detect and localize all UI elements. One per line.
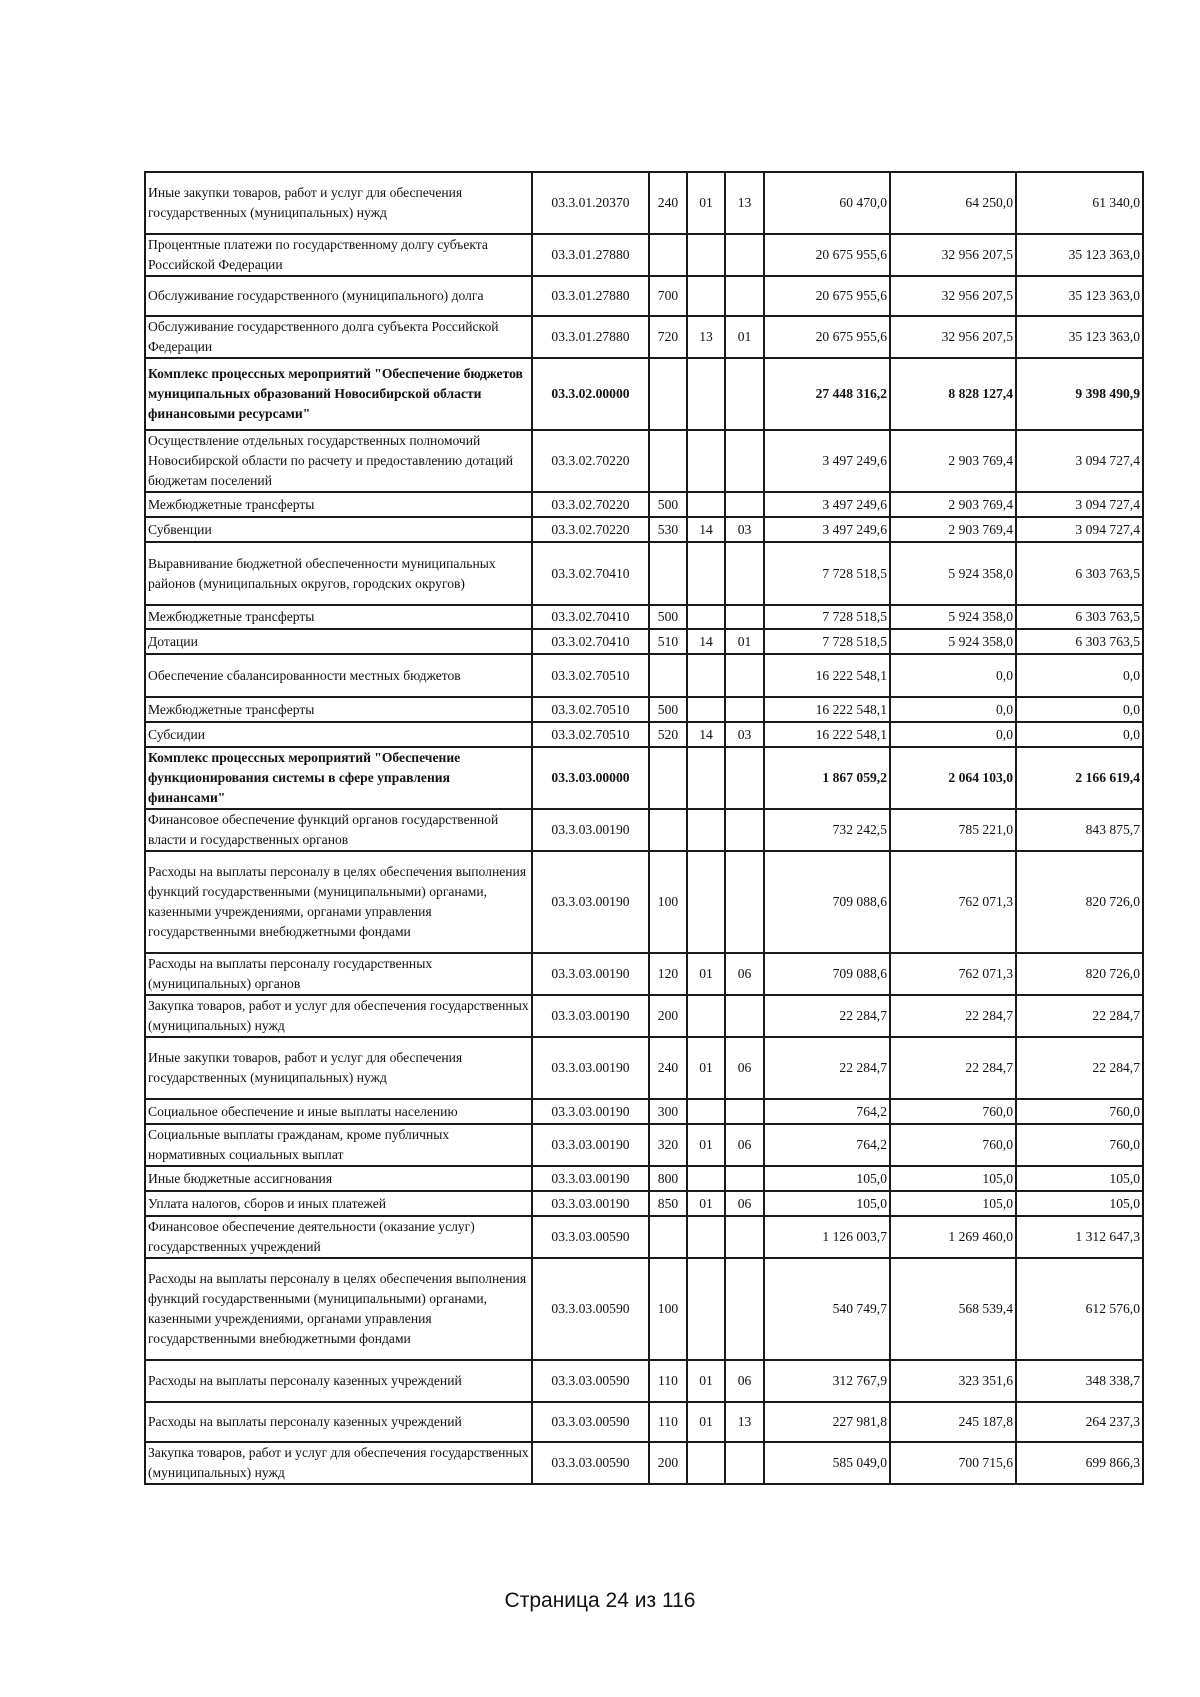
row-rz-cell: 14 — [687, 517, 725, 542]
row-rz-cell — [687, 851, 725, 953]
row-amount-2-cell: 2 064 103,0 — [890, 747, 1016, 809]
row-amount-2-cell: 5 924 358,0 — [890, 629, 1016, 654]
row-vr-cell: 500 — [649, 605, 687, 629]
row-amount-3-cell: 6 303 763,5 — [1016, 629, 1143, 654]
row-rz-cell — [687, 358, 725, 430]
row-amount-3-cell: 1 312 647,3 — [1016, 1216, 1143, 1258]
row-pr-cell — [725, 492, 764, 517]
row-amount-2-cell: 105,0 — [890, 1191, 1016, 1216]
row-amount-3-cell: 0,0 — [1016, 654, 1143, 697]
row-code-cell: 03.3.02.70410 — [532, 605, 649, 629]
row-code-cell: 03.3.01.20370 — [532, 172, 649, 234]
row-name-cell: Социальное обеспечение и иные выплаты населению — [145, 1099, 532, 1124]
row-code-cell: 03.3.02.70220 — [532, 430, 649, 492]
row-amount-3-cell: 3 094 727,4 — [1016, 430, 1143, 492]
row-name-cell: Межбюджетные трансферты — [145, 697, 532, 722]
row-amount-3-cell: 820 726,0 — [1016, 851, 1143, 953]
row-amount-2-cell: 0,0 — [890, 697, 1016, 722]
budget-table-body — [145, 172, 1143, 1484]
row-rz-cell: 01 — [687, 1402, 725, 1442]
row-name-cell: Комплекс процессных мероприятий "Обеспечение бюджетов муниципальных образований Новосибирской области финансовыми ресурсами" — [145, 358, 532, 430]
row-amount-2-cell: 5 924 358,0 — [890, 605, 1016, 629]
row-vr-cell — [649, 234, 687, 276]
row-amount-3-cell: 3 094 727,4 — [1016, 517, 1143, 542]
row-vr-cell: 200 — [649, 1442, 687, 1484]
row-amount-1-cell: 3 497 249,6 — [764, 492, 890, 517]
row-pr-cell: 06 — [725, 953, 764, 995]
row-rz-cell — [687, 430, 725, 492]
row-amount-2-cell: 0,0 — [890, 654, 1016, 697]
row-vr-cell: 110 — [649, 1360, 687, 1402]
row-code-cell: 03.3.02.00000 — [532, 358, 649, 430]
row-pr-cell — [725, 1166, 764, 1191]
table-row — [145, 492, 1143, 517]
row-amount-2-cell: 1 269 460,0 — [890, 1216, 1016, 1258]
table-row — [145, 276, 1143, 316]
row-vr-cell: 110 — [649, 1402, 687, 1442]
row-amount-1-cell: 27 448 316,2 — [764, 358, 890, 430]
row-amount-3-cell: 0,0 — [1016, 722, 1143, 747]
row-amount-2-cell: 568 539,4 — [890, 1258, 1016, 1360]
row-vr-cell: 300 — [649, 1099, 687, 1124]
row-amount-2-cell: 323 351,6 — [890, 1360, 1016, 1402]
row-amount-1-cell: 16 222 548,1 — [764, 697, 890, 722]
row-amount-1-cell: 16 222 548,1 — [764, 722, 890, 747]
row-name-cell: Закупка товаров, работ и услуг для обеспечения государственных (муниципальных) нужд — [145, 995, 532, 1037]
row-name-cell: Социальные выплаты гражданам, кроме публичных нормативных социальных выплат — [145, 1124, 532, 1166]
page-number-footer: Страница 24 из 116 — [504, 1589, 696, 1612]
row-amount-3-cell: 35 123 363,0 — [1016, 276, 1143, 316]
row-pr-cell — [725, 542, 764, 605]
row-pr-cell: 01 — [725, 629, 764, 654]
row-amount-3-cell: 61 340,0 — [1016, 172, 1143, 234]
row-vr-cell: 720 — [649, 316, 687, 358]
table-row — [145, 1258, 1143, 1360]
row-amount-3-cell: 843 875,7 — [1016, 809, 1143, 851]
row-pr-cell: 13 — [725, 1402, 764, 1442]
row-amount-3-cell: 3 094 727,4 — [1016, 492, 1143, 517]
row-name-cell: Расходы на выплаты персоналу казенных учреждений — [145, 1402, 532, 1442]
row-pr-cell — [725, 1099, 764, 1124]
row-amount-1-cell: 22 284,7 — [764, 995, 890, 1037]
row-vr-cell — [649, 1216, 687, 1258]
row-pr-cell — [725, 430, 764, 492]
row-vr-cell — [649, 747, 687, 809]
row-pr-cell: 03 — [725, 722, 764, 747]
row-name-cell: Закупка товаров, работ и услуг для обеспечения государственных (муниципальных) нужд — [145, 1442, 532, 1484]
row-amount-1-cell: 540 749,7 — [764, 1258, 890, 1360]
row-amount-2-cell: 700 715,6 — [890, 1442, 1016, 1484]
row-amount-3-cell: 35 123 363,0 — [1016, 316, 1143, 358]
row-vr-cell: 520 — [649, 722, 687, 747]
row-code-cell: 03.3.03.00190 — [532, 953, 649, 995]
row-code-cell: 03.3.02.70220 — [532, 492, 649, 517]
row-pr-cell: 06 — [725, 1360, 764, 1402]
row-rz-cell — [687, 1258, 725, 1360]
row-amount-1-cell: 7 728 518,5 — [764, 605, 890, 629]
table-row — [145, 316, 1143, 358]
row-amount-2-cell: 2 903 769,4 — [890, 430, 1016, 492]
row-amount-1-cell: 732 242,5 — [764, 809, 890, 851]
row-pr-cell — [725, 1258, 764, 1360]
row-amount-3-cell: 0,0 — [1016, 697, 1143, 722]
row-amount-2-cell: 8 828 127,4 — [890, 358, 1016, 430]
row-amount-2-cell: 22 284,7 — [890, 1037, 1016, 1099]
row-amount-1-cell: 764,2 — [764, 1099, 890, 1124]
table-row — [145, 1360, 1143, 1402]
row-code-cell: 03.3.01.27880 — [532, 316, 649, 358]
row-amount-1-cell: 709 088,6 — [764, 953, 890, 995]
row-amount-3-cell: 35 123 363,0 — [1016, 234, 1143, 276]
row-amount-1-cell: 16 222 548,1 — [764, 654, 890, 697]
row-amount-2-cell: 32 956 207,5 — [890, 276, 1016, 316]
row-name-cell: Обеспечение сбалансированности местных бюджетов — [145, 654, 532, 697]
row-amount-2-cell: 245 187,8 — [890, 1402, 1016, 1442]
row-name-cell: Расходы на выплаты персоналу в целях обеспечения выполнения функций государственными (муниципальными) органами, казенными учреждениями, органами управления государственными внебюджетными фондами — [145, 1258, 532, 1360]
table-row — [145, 358, 1143, 430]
row-pr-cell: 06 — [725, 1124, 764, 1166]
row-amount-1-cell: 1 126 003,7 — [764, 1216, 890, 1258]
row-amount-1-cell: 585 049,0 — [764, 1442, 890, 1484]
table-row — [145, 995, 1143, 1037]
row-amount-2-cell: 2 903 769,4 — [890, 492, 1016, 517]
row-amount-2-cell: 2 903 769,4 — [890, 517, 1016, 542]
row-rz-cell — [687, 276, 725, 316]
row-amount-2-cell: 762 071,3 — [890, 953, 1016, 995]
row-amount-2-cell: 785 221,0 — [890, 809, 1016, 851]
row-name-cell: Иные бюджетные ассигнования — [145, 1166, 532, 1191]
row-pr-cell — [725, 234, 764, 276]
row-vr-cell: 100 — [649, 851, 687, 953]
row-vr-cell: 240 — [649, 1037, 687, 1099]
table-row — [145, 542, 1143, 605]
row-amount-2-cell: 32 956 207,5 — [890, 316, 1016, 358]
row-amount-1-cell: 7 728 518,5 — [764, 629, 890, 654]
row-name-cell: Финансовое обеспечение деятельности (оказание услуг) государственных учреждений — [145, 1216, 532, 1258]
row-amount-1-cell: 20 675 955,6 — [764, 276, 890, 316]
row-rz-cell: 01 — [687, 1191, 725, 1216]
row-code-cell: 03.3.03.00000 — [532, 747, 649, 809]
row-vr-cell — [649, 809, 687, 851]
row-amount-1-cell: 227 981,8 — [764, 1402, 890, 1442]
row-vr-cell — [649, 430, 687, 492]
row-vr-cell: 240 — [649, 172, 687, 234]
row-name-cell: Расходы на выплаты персоналу казенных учреждений — [145, 1360, 532, 1402]
row-code-cell: 03.3.03.00190 — [532, 1166, 649, 1191]
table-row — [145, 953, 1143, 995]
row-vr-cell: 850 — [649, 1191, 687, 1216]
table-row — [145, 172, 1143, 234]
row-name-cell: Дотации — [145, 629, 532, 654]
row-pr-cell: 03 — [725, 517, 764, 542]
row-amount-2-cell: 760,0 — [890, 1099, 1016, 1124]
row-pr-cell — [725, 747, 764, 809]
row-pr-cell — [725, 654, 764, 697]
row-rz-cell — [687, 542, 725, 605]
row-pr-cell: 13 — [725, 172, 764, 234]
row-code-cell: 03.3.02.70410 — [532, 542, 649, 605]
row-vr-cell: 700 — [649, 276, 687, 316]
row-amount-3-cell: 22 284,7 — [1016, 995, 1143, 1037]
row-rz-cell — [687, 1166, 725, 1191]
table-row — [145, 1124, 1143, 1166]
row-amount-2-cell: 5 924 358,0 — [890, 542, 1016, 605]
row-name-cell: Межбюджетные трансферты — [145, 605, 532, 629]
row-rz-cell: 14 — [687, 629, 725, 654]
row-amount-3-cell: 264 237,3 — [1016, 1402, 1143, 1442]
table-row — [145, 1037, 1143, 1099]
row-rz-cell: 14 — [687, 722, 725, 747]
row-rz-cell: 01 — [687, 172, 725, 234]
row-pr-cell: 06 — [725, 1037, 764, 1099]
row-code-cell: 03.3.03.00190 — [532, 1191, 649, 1216]
row-vr-cell: 500 — [649, 697, 687, 722]
row-vr-cell: 500 — [649, 492, 687, 517]
row-name-cell: Иные закупки товаров, работ и услуг для обеспечения государственных (муниципальных) нужд — [145, 172, 532, 234]
table-row — [145, 1442, 1143, 1484]
row-pr-cell — [725, 1216, 764, 1258]
row-amount-2-cell: 0,0 — [890, 722, 1016, 747]
row-code-cell: 03.3.03.00590 — [532, 1402, 649, 1442]
row-amount-2-cell: 64 250,0 — [890, 172, 1016, 234]
row-amount-3-cell: 760,0 — [1016, 1124, 1143, 1166]
row-rz-cell — [687, 809, 725, 851]
row-pr-cell — [725, 995, 764, 1037]
table-row — [145, 1191, 1143, 1216]
row-rz-cell — [687, 1099, 725, 1124]
budget-table — [144, 171, 1144, 1485]
table-row — [145, 722, 1143, 747]
row-rz-cell — [687, 1442, 725, 1484]
row-vr-cell — [649, 542, 687, 605]
row-pr-cell — [725, 851, 764, 953]
row-amount-1-cell: 3 497 249,6 — [764, 517, 890, 542]
row-vr-cell: 120 — [649, 953, 687, 995]
row-rz-cell — [687, 995, 725, 1037]
table-row — [145, 1402, 1143, 1442]
row-code-cell: 03.3.03.00590 — [532, 1360, 649, 1402]
row-name-cell: Расходы на выплаты персоналу в целях обеспечения выполнения функций государственными (муниципальными) органами, казенными учреждениями, органами управления государственными внебюджетными фондами — [145, 851, 532, 953]
row-vr-cell: 320 — [649, 1124, 687, 1166]
row-amount-1-cell: 20 675 955,6 — [764, 234, 890, 276]
row-code-cell: 03.3.02.70220 — [532, 517, 649, 542]
row-name-cell: Уплата налогов, сборов и иных платежей — [145, 1191, 532, 1216]
row-vr-cell: 510 — [649, 629, 687, 654]
row-amount-3-cell: 820 726,0 — [1016, 953, 1143, 995]
row-code-cell: 03.3.01.27880 — [532, 234, 649, 276]
row-rz-cell: 01 — [687, 1037, 725, 1099]
row-vr-cell: 530 — [649, 517, 687, 542]
row-amount-1-cell: 3 497 249,6 — [764, 430, 890, 492]
row-pr-cell — [725, 358, 764, 430]
table-row — [145, 1166, 1143, 1191]
row-code-cell: 03.3.03.00190 — [532, 809, 649, 851]
row-pr-cell — [725, 697, 764, 722]
row-code-cell: 03.3.01.27880 — [532, 276, 649, 316]
row-amount-3-cell: 22 284,7 — [1016, 1037, 1143, 1099]
row-vr-cell: 800 — [649, 1166, 687, 1191]
row-amount-1-cell: 22 284,7 — [764, 1037, 890, 1099]
row-amount-1-cell: 105,0 — [764, 1191, 890, 1216]
row-amount-3-cell: 6 303 763,5 — [1016, 605, 1143, 629]
row-amount-3-cell: 699 866,3 — [1016, 1442, 1143, 1484]
row-code-cell: 03.3.02.70510 — [532, 654, 649, 697]
row-rz-cell — [687, 1216, 725, 1258]
row-amount-1-cell: 105,0 — [764, 1166, 890, 1191]
row-amount-3-cell: 9 398 490,9 — [1016, 358, 1143, 430]
row-code-cell: 03.3.03.00590 — [532, 1442, 649, 1484]
row-name-cell: Расходы на выплаты персоналу государственных (муниципальных) органов — [145, 953, 532, 995]
row-amount-1-cell: 709 088,6 — [764, 851, 890, 953]
row-amount-1-cell: 764,2 — [764, 1124, 890, 1166]
row-rz-cell: 01 — [687, 953, 725, 995]
row-amount-3-cell: 6 303 763,5 — [1016, 542, 1143, 605]
row-pr-cell — [725, 605, 764, 629]
row-amount-1-cell: 60 470,0 — [764, 172, 890, 234]
table-row — [145, 629, 1143, 654]
row-code-cell: 03.3.03.00190 — [532, 1099, 649, 1124]
table-row — [145, 430, 1143, 492]
row-pr-cell: 01 — [725, 316, 764, 358]
table-row — [145, 654, 1143, 697]
row-amount-3-cell: 2 166 619,4 — [1016, 747, 1143, 809]
row-amount-2-cell: 32 956 207,5 — [890, 234, 1016, 276]
table-row — [145, 851, 1143, 953]
row-amount-1-cell: 20 675 955,6 — [764, 316, 890, 358]
row-vr-cell — [649, 654, 687, 697]
row-name-cell: Субсидии — [145, 722, 532, 747]
row-name-cell: Субвенции — [145, 517, 532, 542]
row-code-cell: 03.3.03.00190 — [532, 995, 649, 1037]
row-amount-2-cell: 105,0 — [890, 1166, 1016, 1191]
table-row — [145, 747, 1143, 809]
row-code-cell: 03.3.02.70510 — [532, 697, 649, 722]
row-amount-2-cell: 762 071,3 — [890, 851, 1016, 953]
row-pr-cell — [725, 809, 764, 851]
table-row — [145, 517, 1143, 542]
row-rz-cell: 01 — [687, 1360, 725, 1402]
table-row — [145, 697, 1143, 722]
row-name-cell: Обслуживание государственного (муниципального) долга — [145, 276, 532, 316]
row-name-cell: Обслуживание государственного долга субъекта Российской Федерации — [145, 316, 532, 358]
row-amount-1-cell: 312 767,9 — [764, 1360, 890, 1402]
row-name-cell: Осуществление отдельных государственных полномочий Новосибирской области по расчету и предоставлению дотаций бюджетам поселений — [145, 430, 532, 492]
row-name-cell: Выравнивание бюджетной обеспеченности муниципальных районов (муниципальных округов, городских округов) — [145, 542, 532, 605]
row-code-cell: 03.3.02.70410 — [532, 629, 649, 654]
row-amount-3-cell: 348 338,7 — [1016, 1360, 1143, 1402]
row-rz-cell — [687, 234, 725, 276]
row-code-cell: 03.3.03.00590 — [532, 1258, 649, 1360]
row-rz-cell: 13 — [687, 316, 725, 358]
row-rz-cell — [687, 697, 725, 722]
table-row — [145, 809, 1143, 851]
row-vr-cell — [649, 358, 687, 430]
row-amount-1-cell: 7 728 518,5 — [764, 542, 890, 605]
row-amount-3-cell: 105,0 — [1016, 1191, 1143, 1216]
table-row — [145, 1216, 1143, 1258]
row-amount-3-cell: 105,0 — [1016, 1166, 1143, 1191]
row-rz-cell — [687, 654, 725, 697]
row-name-cell: Процентные платежи по государственному долгу субъекта Российской Федерации — [145, 234, 532, 276]
row-code-cell: 03.3.03.00190 — [532, 1124, 649, 1166]
row-rz-cell: 01 — [687, 1124, 725, 1166]
row-amount-2-cell: 22 284,7 — [890, 995, 1016, 1037]
row-name-cell: Комплекс процессных мероприятий "Обеспечение функционирования системы в сфере управления финансами" — [145, 747, 532, 809]
row-amount-2-cell: 760,0 — [890, 1124, 1016, 1166]
row-amount-3-cell: 760,0 — [1016, 1099, 1143, 1124]
row-pr-cell — [725, 276, 764, 316]
row-name-cell: Межбюджетные трансферты — [145, 492, 532, 517]
row-pr-cell — [725, 1442, 764, 1484]
row-amount-3-cell: 612 576,0 — [1016, 1258, 1143, 1360]
row-code-cell: 03.3.03.00190 — [532, 1037, 649, 1099]
table-row — [145, 234, 1143, 276]
row-code-cell: 03.3.03.00590 — [532, 1216, 649, 1258]
row-name-cell: Финансовое обеспечение функций органов государственной власти и государственных органов — [145, 809, 532, 851]
row-name-cell: Иные закупки товаров, работ и услуг для обеспечения государственных (муниципальных) нужд — [145, 1037, 532, 1099]
row-code-cell: 03.3.03.00190 — [532, 851, 649, 953]
row-rz-cell — [687, 747, 725, 809]
row-amount-1-cell: 1 867 059,2 — [764, 747, 890, 809]
row-code-cell: 03.3.02.70510 — [532, 722, 649, 747]
row-rz-cell — [687, 605, 725, 629]
row-vr-cell: 100 — [649, 1258, 687, 1360]
row-rz-cell — [687, 492, 725, 517]
table-row — [145, 1099, 1143, 1124]
row-pr-cell: 06 — [725, 1191, 764, 1216]
row-vr-cell: 200 — [649, 995, 687, 1037]
table-row — [145, 605, 1143, 629]
